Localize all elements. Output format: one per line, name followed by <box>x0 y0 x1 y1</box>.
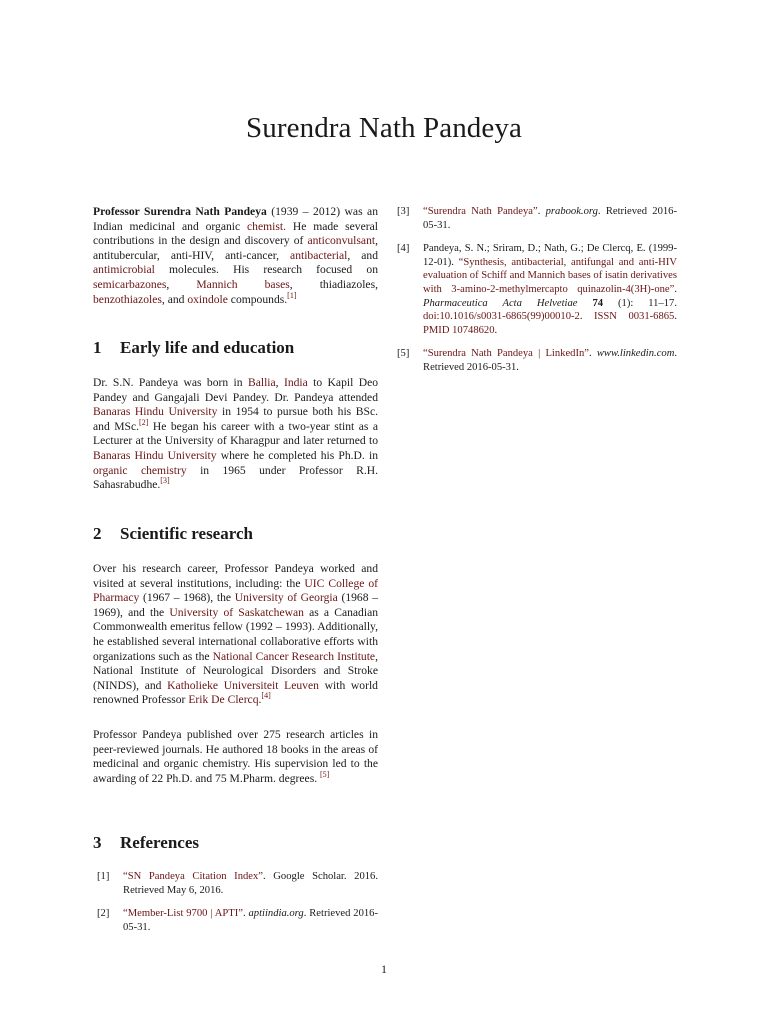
link-banaras-hindu-university-2[interactable]: Banaras Hindu University <box>93 448 217 462</box>
reference-label: [3] <box>397 206 410 217</box>
subject-name: Professor Surendra Nath Pandeya <box>93 205 267 218</box>
link-oxindole[interactable]: oxindole <box>187 292 228 306</box>
reference-label: [5] <box>397 348 410 360</box>
page-title: Surendra Nath Pandeya <box>246 112 522 144</box>
page-number: 1 <box>381 962 387 976</box>
reference-link-doi[interactable]: doi:10.1016/s0031-6865(99)00010-2 <box>423 311 580 323</box>
section-heading-scientific-research: 2 Scientific research <box>93 524 253 543</box>
reference-item: [1] “SN Pandeya Citation Index”. Google Scholar. 2016. Retrieved May 6, 2016. <box>97 871 378 896</box>
link-india[interactable]: India <box>283 376 308 389</box>
citation-1[interactable]: [1] <box>287 290 297 300</box>
citation-5[interactable]: [5] <box>320 769 330 779</box>
references-list-right <box>397 205 677 375</box>
reference-link-prabook[interactable]: “Surendra Nath Pandeya” <box>423 206 538 217</box>
section-heading-early-life: 1 Early life and education <box>93 338 295 357</box>
reference-label: [2] <box>97 908 110 920</box>
reference-link-synthesis-paper[interactable]: “Synthesis, antibacterial, antifungal and anti-HIV evaluation of Schiff and Mannich bases of isatin derivatives with 3-amino-2-methylmercapto quinazolin-4(3H)-one” <box>423 256 677 295</box>
link-mannich-bases[interactable]: Mannich bases <box>196 277 290 291</box>
link-benzothiazoles[interactable]: benzothiazoles <box>93 292 162 306</box>
research-paragraph-2: Professor Pandeya published over 275 research articles in peer-reviewed journals. He authored 18 books in the areas of medicinal and organic chemistry. His supervision led to the awarding of 22 Ph.D. and 75 M.Pharm. degrees. [5] <box>93 728 378 785</box>
reference-item: [2] “Member-List 9700 | APTI”. aptiindia.org. Retrieved 2016-05-31. <box>97 908 378 933</box>
link-katholieke-universiteit-leuven[interactable]: Katholieke Universiteit Leuven <box>167 678 319 692</box>
citation-3[interactable]: [3] <box>160 476 170 486</box>
reference-link-issn[interactable]: ISSN 0031-6865 <box>593 311 675 323</box>
reference-link-pmid[interactable]: PMID 10748620 <box>423 324 495 336</box>
section-heading-references: 3 References <box>93 833 199 852</box>
research-paragraph-1: Over his research career, Professor Pandeya worked and visited at several institutions, including: the UIC College of Pharmacy (1967 – 1968), the University of Georgia (1968 – 1969), and the University of Saskatchewan as a Canadian Commonwealth emeritus fellow (1992 – 1993). Additionally, he established several international collaborative efforts with organizations such as the National Cancer Research Institute, National Institute of Neurological Disorders and Stroke (NINDS), and Katholieke Universiteit Leuven with world renowned Professor Erik De Clercq.[4] <box>93 562 379 707</box>
reference-label: [1] <box>97 871 110 882</box>
link-ballia[interactable]: Ballia <box>247 376 276 389</box>
link-uic-college-of-pharmacy[interactable]: UIC College of Pharmacy <box>93 576 379 605</box>
link-banaras-hindu-university[interactable]: Banaras Hindu University <box>93 405 218 419</box>
link-antibacterial[interactable]: antibacterial <box>290 248 348 262</box>
reference-label: [4] <box>397 243 410 255</box>
link-university-of-georgia[interactable]: University of Georgia <box>234 591 338 605</box>
intro-paragraph: Professor Surendra Nath Pandeya (1939 – 2012) was an Indian medicinal and organic chemist. He made several contributions in the design and discovery of anticonvulsant, antitubercular, anti-HIV, anti-cancer, antibacterial, and antimicrobial molecules. His research focused on semicarbazones, Mannich bases, thiadiazoles, benzothiazoles, and oxindole compounds.[1] <box>93 205 378 306</box>
link-university-of-saskatchewan[interactable]: University of Saskatchewan <box>169 605 304 619</box>
reference-link-citation-index[interactable]: “SN Pandeya Citation Index” <box>123 871 263 882</box>
reference-item: [3] “Surendra Nath Pandeya”. prabook.org. Retrieved 2016-05-31. <box>397 206 678 231</box>
citation-4[interactable]: [4] <box>261 691 271 701</box>
early-life-paragraph: Dr. S.N. Pandeya was born in Ballia, India to Kapil Deo Pandey and Gangajali Devi Pandey. Dr. Pandeya attended Banaras Hindu University in 1954 to pursue both his BSc. and MSc.[2] He began his career with a two-year stint as a Lecturer at the University of Kharagpur and later returned to Banaras Hindu University where he completed his Ph.D. in organic chemistry in 1965 under Professor R.H. Sahasrabudhe.[3] <box>93 376 379 492</box>
citation-2[interactable]: [2] <box>139 417 149 427</box>
link-organic-chemistry[interactable]: organic chemistry <box>93 463 187 477</box>
link-anticonvulsant[interactable]: anticonvulsant <box>307 234 376 248</box>
references-list-left <box>97 870 378 934</box>
reference-item: [5] “Surendra Nath Pandeya | LinkedIn”. www.linkedin.com. Retrieved 2016-05-31. <box>397 348 677 373</box>
link-national-cancer-research-institute[interactable]: National Cancer Research Institute <box>212 649 376 663</box>
reference-link-apti[interactable]: “Member-List 9700 | APTI” <box>123 908 243 920</box>
link-antimicrobial[interactable]: antimicrobial <box>93 263 155 277</box>
link-semicarbazones[interactable]: semicarbazones <box>93 277 167 291</box>
reference-link-linkedin[interactable]: “Surendra Nath Pandeya | LinkedIn” <box>423 348 589 360</box>
link-chemist[interactable]: chemist. <box>247 219 286 233</box>
reference-item: [4] Pandeya, S. N.; Sriram, D.; Nath, G.; De Clercq, E. (1999-12-01). “Synthesis, antibacterial, antifungal and anti-HIV evaluation of Schiff and Mannich bases of isatin derivatives with 3-amino-2-methylmercapto quinazolin-4(3H)-one”. Pharmaceutica Acta Helvetiae 74 (1): 11–17. doi:10.1016/s0031-6865(99)00010-2. ISSN 0031-6865. PMID 10748620. <box>397 243 677 336</box>
link-erik-de-clercq[interactable]: Erik De Clercq <box>188 693 259 707</box>
